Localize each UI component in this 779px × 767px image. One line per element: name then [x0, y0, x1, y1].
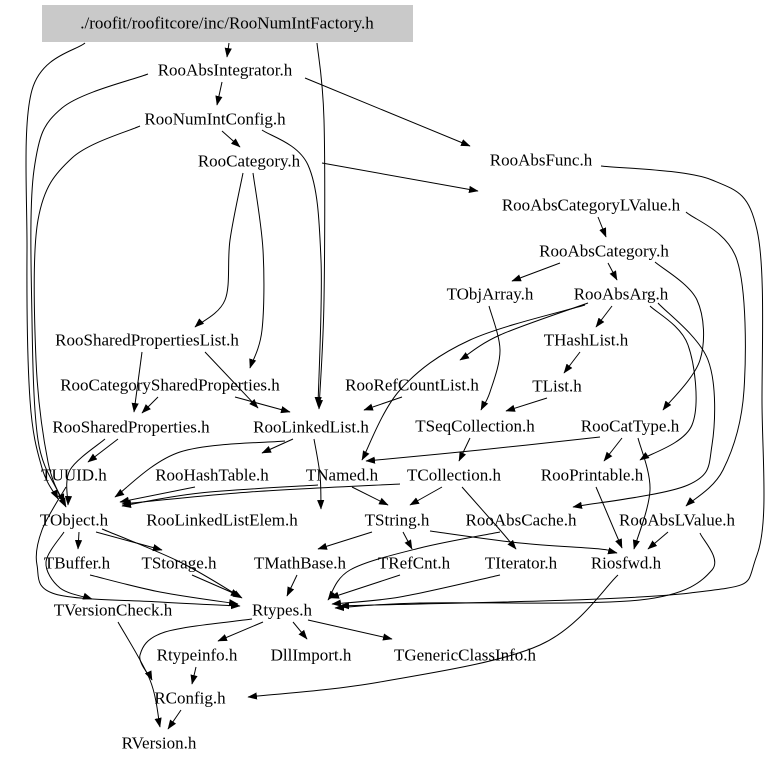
edge-TSeqCollection-to-TCollection: [459, 438, 470, 461]
node-TBuffer[interactable]: TBuffer.h: [43, 553, 111, 573]
node-RooCategorySharedProperties[interactable]: RooCategorySharedProperties.h: [60, 375, 280, 395]
node-Riosfwd[interactable]: Riosfwd.h: [590, 553, 662, 573]
edge-factory-to-RooLinkedList: [317, 43, 325, 409]
edge-RooCatType-to-Riosfwd: [634, 438, 650, 549]
node-RooSharedProperties[interactable]: RooSharedProperties.h: [52, 417, 210, 437]
edge-Rtypeinfo-to-RConfig: [192, 667, 196, 684]
node-TNamed[interactable]: TNamed.h: [305, 465, 379, 485]
node-TIterator[interactable]: TIterator.h: [484, 553, 558, 573]
node-TObject[interactable]: TObject.h: [39, 510, 109, 530]
edge-RooNumIntConfig-to-RooLinkedList: [262, 130, 321, 406]
node-TGenericClassInfo[interactable]: TGenericClassInfo.h: [393, 645, 537, 665]
edge-TString-to-TRefCnt: [403, 532, 412, 549]
edge-RooSharedProperties-to-TUUID: [88, 439, 118, 462]
edge-TString-to-Riosfwd: [430, 531, 617, 553]
node-TCollection[interactable]: TCollection.h: [407, 465, 501, 485]
node-THashList[interactable]: THashList.h: [543, 330, 629, 350]
node-TStorage[interactable]: TStorage.h: [141, 553, 217, 573]
edge-RooCatType-to-TNamed: [366, 437, 600, 461]
edge-TObjArray-to-TSeqCollection: [481, 306, 500, 410]
node-TSeqCollection[interactable]: TSeqCollection.h: [415, 416, 535, 436]
edge-RooAbsIntegrator-to-RooNumIntConfig: [217, 82, 222, 105]
edge-RooAbsCategoryLValue-to-RooAbsCategory: [598, 217, 606, 237]
node-RooAbsFunc[interactable]: RooAbsFunc.h: [489, 150, 593, 170]
node-TList[interactable]: TList.h: [532, 376, 582, 396]
edge-RConfig-to-RVersion: [168, 710, 181, 729]
edge-factory-to-RooAbsIntegrator: [227, 43, 229, 57]
edge-RooNumIntConfig-to-RooCategory: [222, 131, 240, 147]
edge-RooAbsArg-to-THashList: [596, 306, 612, 327]
nodes-layer: [40, 5, 736, 753]
node-RooAbsArg[interactable]: RooAbsArg.h: [573, 284, 669, 304]
node-RooCategory[interactable]: RooCategory.h: [197, 151, 301, 171]
edge-TNamed-to-TString: [352, 487, 388, 505]
node-TRefCnt[interactable]: TRefCnt.h: [377, 553, 451, 573]
edge-RooCategory-to-RooAbsCategoryLValue: [322, 163, 478, 191]
node-RooAbsCategory[interactable]: RooAbsCategory.h: [539, 241, 669, 261]
node-RooRefCountList[interactable]: RooRefCountList.h: [345, 375, 479, 395]
node-RooAbsCategoryLValue[interactable]: RooAbsCategoryLValue.h: [501, 195, 681, 215]
node-RVersion[interactable]: RVersion.h: [121, 733, 197, 753]
edge-TMathBase-to-Rtypes: [287, 575, 297, 596]
edge-RooAbsLValue-to-Riosfwd: [648, 532, 668, 549]
node-RooPrintable[interactable]: RooPrintable.h: [540, 465, 644, 485]
node-factory: ./roofit/roofitcore/inc/RooNumIntFactory.h: [80, 13, 374, 33]
edge-TStorage-to-Rtypes: [192, 575, 240, 596]
edge-TUUID-to-Rtypes: [36, 487, 240, 606]
edge-Riosfwd-to-RConfig: [248, 575, 618, 697]
edge-TCollection-to-TString: [410, 487, 442, 505]
node-TVersionCheck[interactable]: TVersionCheck.h: [53, 600, 173, 620]
edge-TCollection-to-TObject: [122, 484, 400, 504]
edge-RooAbsIntegrator-to-RooAbsFunc: [305, 78, 470, 146]
node-RConfig[interactable]: RConfig.h: [154, 688, 226, 708]
node-Rtypes[interactable]: Rtypes.h: [252, 600, 312, 620]
node-RooAbsCache[interactable]: RooAbsCache.h: [465, 510, 577, 530]
node-RooCatType[interactable]: RooCatType.h: [580, 416, 680, 436]
edge-THashList-to-TList: [564, 352, 580, 373]
node-DllImport[interactable]: DllImport.h: [270, 645, 352, 665]
edge-RooCatType-to-RooPrintable: [604, 438, 622, 461]
node-RooAbsLValue[interactable]: RooAbsLValue.h: [618, 510, 736, 530]
node-RooHashTable[interactable]: RooHashTable.h: [155, 465, 269, 485]
node-Rtypeinfo[interactable]: Rtypeinfo.h: [156, 645, 238, 665]
edge-RooCategory-to-RooSharedPropertiesList: [195, 173, 243, 327]
edge-Rtypes-to-DllImport: [293, 622, 307, 639]
edge-TObject-to-TBuffer: [78, 532, 79, 549]
edge-RooCategorySharedProperties-to-RooLinkedList: [235, 397, 290, 412]
edge-RooCategory-to-RooCategorySharedProperties: [250, 173, 264, 368]
node-TUUID[interactable]: TUUID.h: [41, 465, 107, 485]
edge-RooAbsIntegrator-to-TObject: [31, 74, 148, 507]
node-RooAbsIntegrator[interactable]: RooAbsIntegrator.h: [157, 60, 293, 80]
edge-TObject-to-TStorage: [96, 532, 162, 550]
edge-Rtypes-to-Rtypeinfo: [218, 622, 263, 641]
node-RooSharedPropertiesList[interactable]: RooSharedPropertiesList.h: [55, 330, 239, 350]
edge-RooAbsArg-to-RooPrintable: [640, 306, 696, 460]
edge-RooCategorySharedProperties-to-RooSharedProperties: [142, 397, 158, 413]
edge-TString-to-TMathBase: [318, 532, 372, 549]
node-RooNumIntConfig[interactable]: RooNumIntConfig.h: [144, 109, 286, 129]
edge-TList-to-TSeqCollection: [506, 398, 547, 411]
node-TString[interactable]: TString.h: [364, 510, 430, 530]
edge-RooAbsCategoryLValue-to-RooAbsLValue: [686, 212, 745, 506]
node-TObjArray[interactable]: TObjArray.h: [446, 284, 534, 304]
node-RooLinkedListElem[interactable]: RooLinkedListElem.h: [146, 510, 298, 530]
edge-RooAbsCategory-to-RooAbsArg: [608, 263, 617, 280]
node-TMathBase[interactable]: TMathBase.h: [253, 553, 347, 573]
edge-TVersionCheck-to-RVersion: [118, 622, 160, 727]
edge-RooNumIntConfig-to-TObject: [34, 126, 140, 503]
edge-RooRefCountList-to-RooLinkedList: [364, 397, 402, 410]
edge-RooAbsCategory-to-TObjArray: [512, 263, 560, 281]
node-RooLinkedList[interactable]: RooLinkedList.h: [253, 417, 369, 437]
edge-Rtypes-to-TGenericClassInfo: [308, 620, 392, 639]
